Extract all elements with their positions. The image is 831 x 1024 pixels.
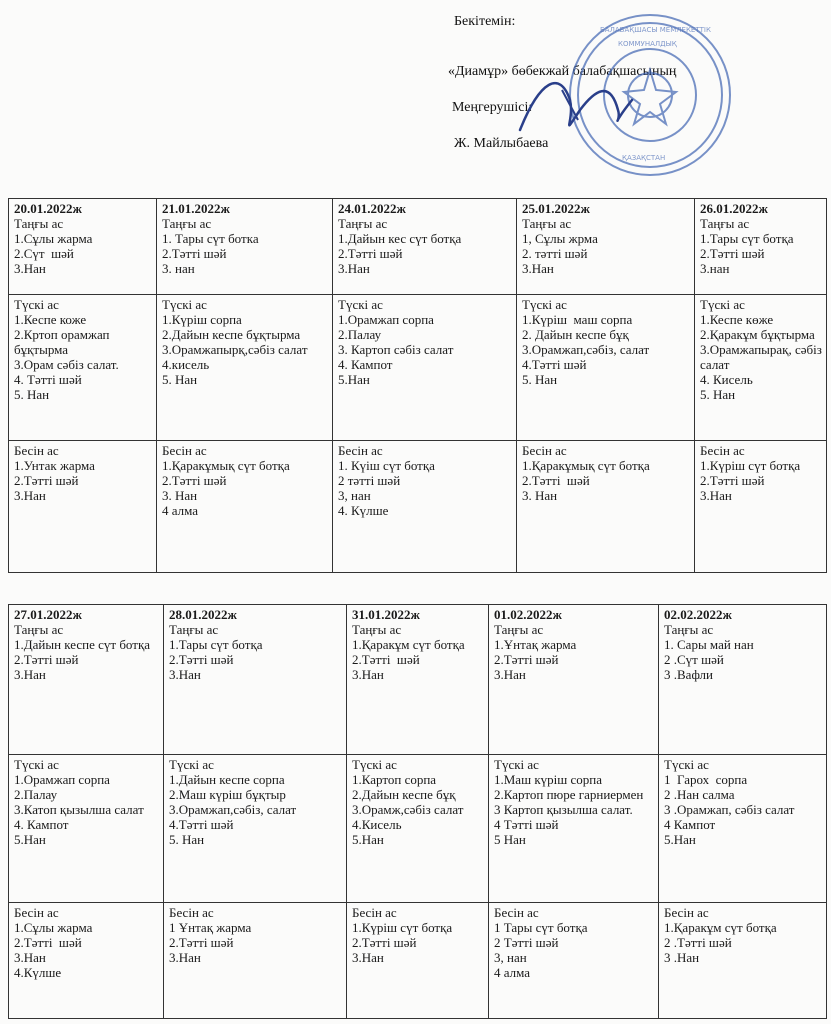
meal-item: 5. Нан [700,387,736,402]
meal-item: 2.Тәтті шәй [494,652,559,667]
meal-row [9,199,827,295]
meal-item: 2.Тәтті шәй [338,246,403,261]
meal-item: 1.Күріш сүт ботқа [700,458,801,473]
seal-text-mid: КОММУНАЛДЫҚ [618,40,677,48]
day-date: 28.01.2022ж [169,607,237,622]
meal-item: 1. Тары сүт ботка [162,231,259,246]
meal-item: 1.Қаракұм сүт ботқа [352,637,465,652]
meal-item: 4. Кампот [338,357,393,372]
meal-item: 1.Күріш маш сорпа [522,312,633,327]
meal-title: Бесін ас [700,443,745,458]
meal-item: 3.Катоп қызылша салат [14,802,144,817]
menu-cell [9,605,164,755]
meal-item: 2.Тәтті шәй [14,652,79,667]
meal-row [9,441,827,573]
meal-title: Бесін ас [352,905,397,920]
meal-item: 3.Нан [14,488,46,503]
meal-title: Бесін ас [522,443,567,458]
meal-item: 2.Сүт шәй [14,246,74,261]
meal-item: 4.Тәтті шәй [169,817,234,832]
meal-item: 2.Тәтті шәй [169,652,234,667]
meal-item: 4 Кампот [664,817,716,832]
meal-item: 1.Қаракұмық сүт ботқа [522,458,650,473]
meal-item: 3 .Нан [664,950,700,965]
meal-item: 3.Орамжап,сәбіз, салат [522,342,650,357]
meal-item: 2.Дайын кеспе бұқ [352,787,456,802]
meal-item: 3.Орамжапырқ,сәбіз салат [162,342,308,357]
meal-item: 3.Нан [338,261,370,276]
meal-title: Таңғы ас [664,622,714,637]
meal-item: 4.Күлше [14,965,62,980]
meal-title: Бесін ас [14,443,59,458]
menu-cell [489,605,659,755]
meal-item: 1.Маш күріш сорпа [494,772,603,787]
meal-item: 2.Картоп пюре гарниермен [494,787,644,802]
meal-row [9,605,827,755]
menu-cell [164,903,347,1019]
menu-cell [347,755,489,903]
meal-title: Таңғы ас [494,622,544,637]
menu-cell [333,295,517,441]
meal-item: 3, нан [338,488,371,503]
meal-item: 1.Күріш сорпа [162,312,242,327]
menu-cell [9,199,157,295]
day-date: 20.01.2022ж [14,201,82,216]
day-date: 01.02.2022ж [494,607,562,622]
meal-item: 4 Тәтті шәй [494,817,559,832]
meal-title: Түскі ас [14,297,59,312]
meal-item: 3.Орамжапырақ, сәбіз салат [700,342,826,372]
meal-item: 3.Нан [522,261,554,276]
day-date: 02.02.2022ж [664,607,732,622]
meal-title: Таңғы ас [338,216,388,231]
meal-item: 2.Тәтті шәй [14,935,82,950]
menu-cell [489,903,659,1019]
menu-cell [347,605,489,755]
meal-item: 2.Тәтті шәй [352,935,417,950]
meal-item: 3.Орамжап,сәбіз, салат [169,802,297,817]
menu-cell [157,441,333,573]
meal-item: 2.Тәтті шәй [700,473,765,488]
menu-cell [489,755,659,903]
meal-item: 3.Нан [14,667,46,682]
meal-title: Түскі ас [700,297,745,312]
meal-item: 2.Тәтті шәй [700,246,765,261]
meal-item: 1.Ұнтақ жарма [494,637,577,652]
menu-cell [9,441,157,573]
meal-item: 2. тәтті шәй [522,246,588,261]
meal-item: 4.Кисель [352,817,402,832]
meal-item: 2 Тәтті шәй [494,935,559,950]
meal-item: 2 .Нан салма [664,787,735,802]
menu-cell [695,441,827,573]
menu-cell [164,605,347,755]
meal-item: 4. Кисель [700,372,753,387]
meal-item: 2.Кртоп орамжап бұқтырма [14,327,113,357]
meal-title: Таңғы ас [14,622,64,637]
meal-item: 1, Сұлы жрма [522,231,598,246]
meal-item: 5. Нан [14,387,50,402]
signature-icon [500,60,660,150]
meal-title: Бесін ас [14,905,59,920]
meal-item: 3.нан [700,261,730,276]
meal-item: 5. Нан [162,372,198,387]
meal-item: 1 Гарох сорпа [664,772,748,787]
meal-item: 1.Кеспе коже [14,312,87,327]
meal-item: 2.Тәтті шәй [352,652,420,667]
meal-title: Түскі ас [522,297,567,312]
meal-item: 2.Тәтті шәй [522,473,590,488]
meal-item: 1 Ұнтақ жарма [169,920,252,935]
menu-cell [157,295,333,441]
menu-cell [695,295,827,441]
menu-cell [9,755,164,903]
meal-item: 1.Кеспе көже [700,312,774,327]
meal-item: 3.Нан [352,667,384,682]
meal-item: 1.Тары сүт ботқа [700,231,794,246]
meal-item: 3. Картоп сәбіз салат [338,342,454,357]
meal-item: 1.Орамжап сорпа [14,772,110,787]
menu-cell [9,295,157,441]
meal-item: 5 Нан [494,832,526,847]
meal-item: 1.Дайын кеспе сүт ботқа [14,637,151,652]
meal-item: 4 алма [494,965,531,980]
meal-item: 1.Дайын кес сүт ботқа [338,231,462,246]
meal-item: 2.Қаракұм бұқтырма [700,327,815,342]
menu-cell [517,295,695,441]
menu-cell [659,605,827,755]
menu-table-week-1 [8,198,827,573]
menu-cell [695,199,827,295]
meal-item: 3.Орамж,сәбіз салат [352,802,464,817]
menu-cell [333,199,517,295]
meal-title: Бесін ас [664,905,709,920]
meal-item: 2 тәтті шәй [338,473,401,488]
meal-item: 1 Тары сүт ботқа [494,920,588,935]
meal-item: 2.Палау [14,787,58,802]
meal-title: Бесін ас [169,905,214,920]
meal-item: 3.Нан [169,667,201,682]
menu-cell [659,903,827,1019]
seal-text-bottom: ҚАЗАҚСТАН [622,154,666,162]
meal-item: 1.Қаракұмық сүт ботқа [162,458,290,473]
meal-item: 4.Тәтті шәй [522,357,587,372]
meal-title: Бесін ас [494,905,539,920]
meal-item: 2.Тәтті шәй [14,473,79,488]
meal-row [9,903,827,1019]
menu-cell [347,903,489,1019]
meal-item: 3 .Вафли [664,667,713,682]
menu-cell [9,903,164,1019]
meal-item: 1.Сұлы жарма [14,231,93,246]
meal-item: 3.Нан [494,667,526,682]
meal-item: 3.Орам сәбіз салат. [14,357,119,372]
day-date: 25.01.2022ж [522,201,590,216]
meal-item: 1.Картоп сорпа [352,772,437,787]
meal-title: Түскі ас [494,757,539,772]
meal-title: Таңғы ас [162,216,212,231]
approval-kindergarten-name: «Диамұр» бөбекжай балабақшасының [448,64,677,79]
meal-item: 1.Күріш сүт ботқа [352,920,453,935]
meal-row [9,295,827,441]
meal-title: Түскі ас [664,757,709,772]
menu-table-week-2 [8,604,827,1019]
meal-item: 2.Тәтті шәй [162,473,227,488]
meal-item: 2.Тәтті шәй [162,246,227,261]
meal-item: 1.Орамжап сорпа [338,312,434,327]
meal-item: 1. Күіш сүт ботқа [338,458,435,473]
meal-item: 3.Нан [14,950,46,965]
meal-item: 5.Нан [352,832,384,847]
meal-item: 1. Сары май нан [664,637,754,652]
seal-text-top: БАЛАБАҚШАСЫ МЕМЛЕКЕТТІК [600,26,711,34]
meal-item: 3.Нан [14,261,46,276]
meal-title: Бесін ас [162,443,207,458]
meal-item: 3. Нан [162,488,198,503]
meal-item: 5. Нан [522,372,558,387]
menu-cell [517,441,695,573]
approval-approve-label: Бекітемін: [454,14,516,29]
meal-item: 2.Дайын кеспе бұқтырма [162,327,301,342]
meal-title: Түскі ас [352,757,397,772]
meal-title: Бесін ас [338,443,383,458]
meal-item: 3.Нан [169,950,201,965]
meal-item: 4 алма [162,503,199,518]
meal-item: 2. Дайын кеспе бұқ [522,327,629,342]
meal-item: 4. Тәтті шәй [14,372,82,387]
meal-item: 2 .Сүт шәй [664,652,724,667]
meal-item: 5. Нан [169,832,205,847]
meal-item: 5.Нан [664,832,696,847]
meal-item: 3. Нан [522,488,558,503]
meal-title: Таңғы ас [352,622,402,637]
day-date: 26.01.2022ж [700,201,768,216]
meal-item: 2.Палау [338,327,382,342]
meal-item: 3 .Орамжап, сәбіз салат [664,802,795,817]
menu-cell [157,199,333,295]
meal-item: 1.Дайын кеспе сорпа [169,772,285,787]
meal-title: Таңғы ас [169,622,219,637]
day-date: 27.01.2022ж [14,607,82,622]
meal-item: 5.Нан [14,832,46,847]
meal-title: Түскі ас [162,297,207,312]
meal-item: 4. Күлше [338,503,389,518]
day-date: 31.01.2022ж [352,607,420,622]
day-date: 24.01.2022ж [338,201,406,216]
meal-title: Түскі ас [338,297,383,312]
meal-item: 3, нан [494,950,527,965]
meal-item: 3 Картоп қызылша салат. [494,802,633,817]
meal-item: 2.Маш күріш бұқтыр [169,787,286,802]
approval-head-name: Ж. Майлыбаева [454,136,549,151]
menu-cell [517,199,695,295]
menu-cell [164,755,347,903]
meal-item: 1.Сұлы жарма [14,920,93,935]
meal-title: Таңғы ас [700,216,750,231]
day-date: 21.01.2022ж [162,201,230,216]
approval-head-title: Меңгерушісі: [452,100,533,115]
meal-item: 3.Нан [700,488,732,503]
menu-cell [659,755,827,903]
meal-item: 4. Кампот [14,817,69,832]
meal-item: 1.Унтак жарма [14,458,95,473]
meal-item: 1.Тары сүт ботқа [169,637,263,652]
meal-title: Таңғы ас [522,216,572,231]
meal-item: 3. нан [162,261,195,276]
meal-item: 2.Тәтті шәй [169,935,234,950]
meal-item: 4.кисель [162,357,210,372]
meal-item: 5.Нан [338,372,370,387]
meal-row [9,755,827,903]
meal-title: Түскі ас [14,757,59,772]
meal-item: 3.Нан [352,950,384,965]
meal-title: Таңғы ас [14,216,64,231]
meal-item: 1.Қаракұм сүт ботқа [664,920,777,935]
meal-item: 2 .Тәтті шәй [664,935,732,950]
menu-cell [333,441,517,573]
meal-title: Түскі ас [169,757,214,772]
